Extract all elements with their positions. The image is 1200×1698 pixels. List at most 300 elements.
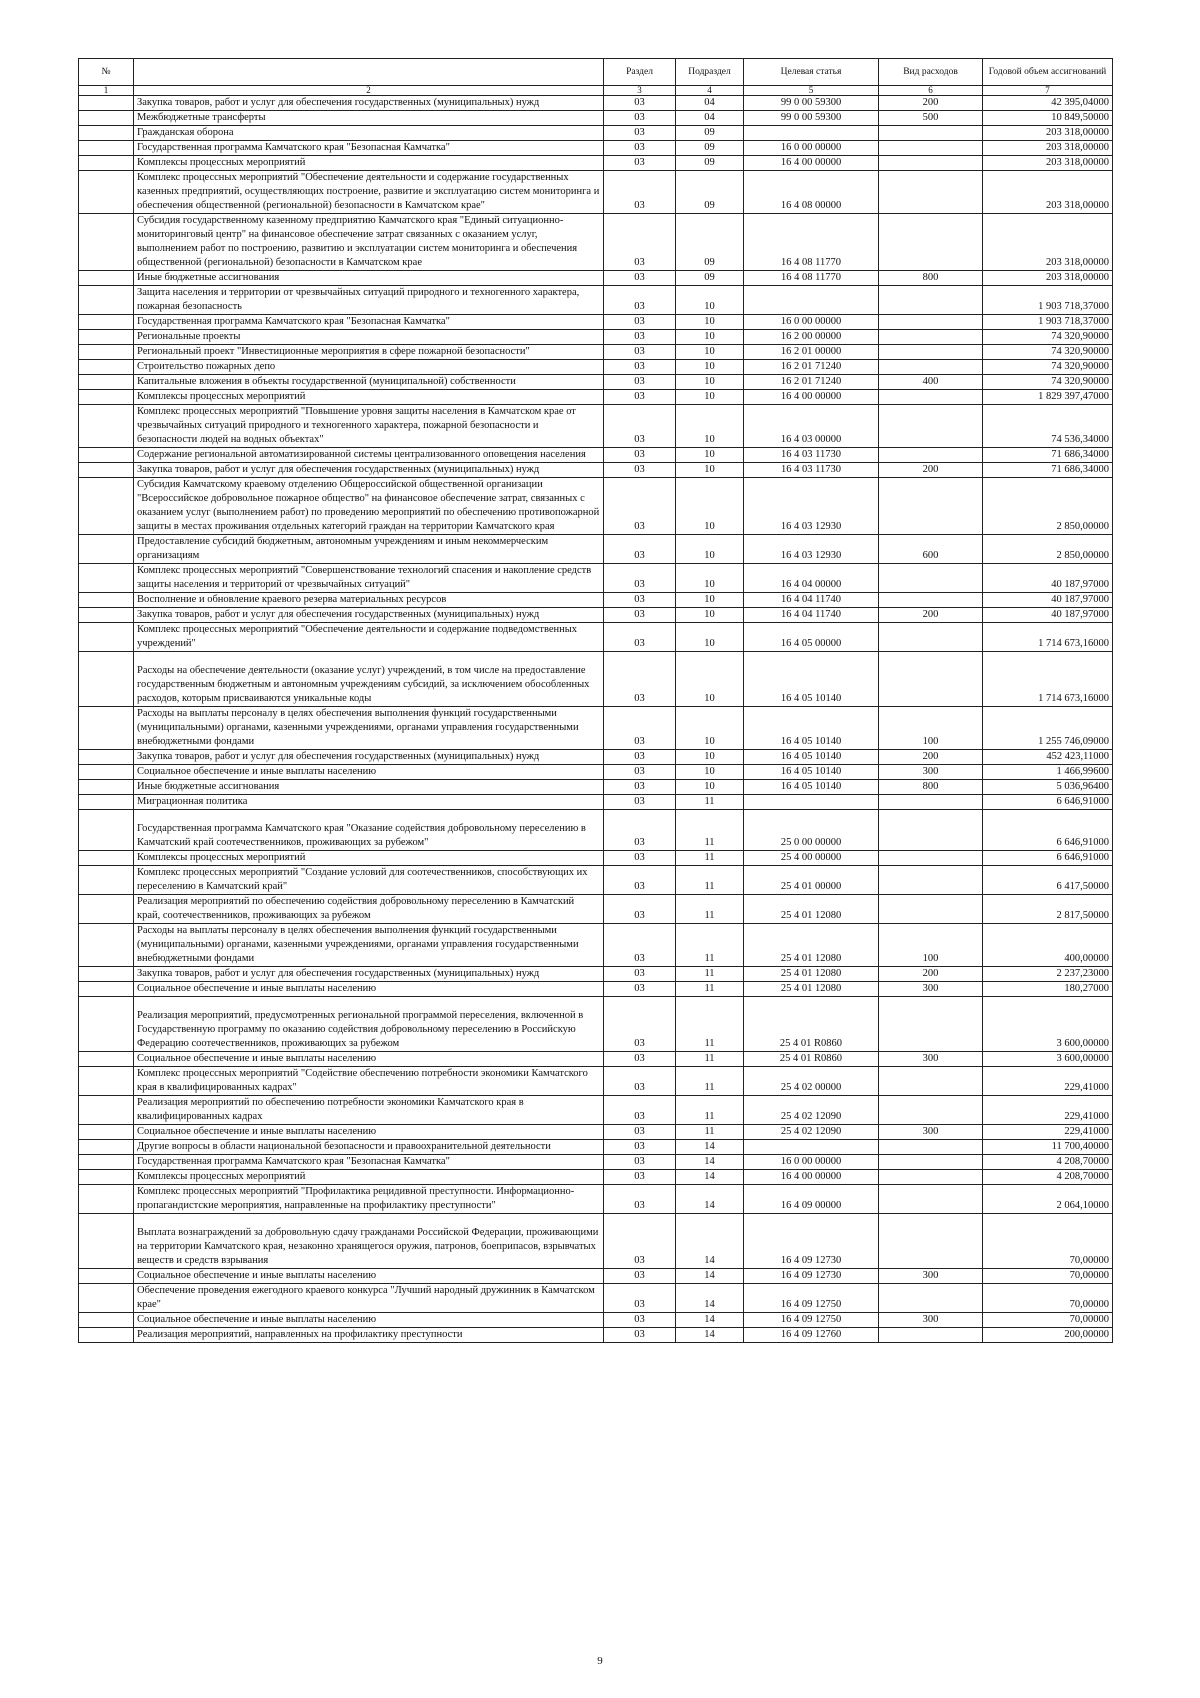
table-row xyxy=(79,1140,1113,1155)
row-target-cell: 16 4 05 10140 xyxy=(744,765,879,780)
row-amount-cell: 74 320,90000 xyxy=(983,345,1113,360)
row-amount-cell: 74 320,90000 xyxy=(983,330,1113,345)
row-amount-cell: 200,00000 xyxy=(983,1328,1113,1343)
row-subsection-cell: 10 xyxy=(676,360,744,375)
row-section-cell: 03 xyxy=(604,1125,676,1140)
row-number-cell xyxy=(79,478,134,535)
row-number-cell xyxy=(79,535,134,564)
row-target-cell: 16 4 04 11740 xyxy=(744,608,879,623)
row-expense-type-cell: 200 xyxy=(879,967,983,982)
header-name xyxy=(134,59,604,86)
row-expense-type-cell xyxy=(879,1155,983,1170)
row-subsection-cell: 09 xyxy=(676,214,744,271)
row-number-cell xyxy=(79,623,134,652)
table-row xyxy=(79,1284,1113,1313)
column-number: 5 xyxy=(744,86,879,96)
row-section-cell: 03 xyxy=(604,895,676,924)
row-amount-cell: 5 036,96400 xyxy=(983,780,1113,795)
row-section-cell: 03 xyxy=(604,707,676,750)
row-subsection-cell: 10 xyxy=(676,707,744,750)
table-row xyxy=(79,608,1113,623)
row-section-cell: 03 xyxy=(604,171,676,214)
row-name-cell: Комплекс процессных мероприятий "Профилактика рецидивной преступности. Информационно-пропагандистские мероприятия, направленные на профилактику преступности" xyxy=(134,1185,604,1214)
row-subsection-cell: 09 xyxy=(676,141,744,156)
row-target-cell: 16 2 01 00000 xyxy=(744,345,879,360)
row-number-cell xyxy=(79,1125,134,1140)
row-name-cell: Иные бюджетные ассигнования xyxy=(134,780,604,795)
header-target: Целевая статья xyxy=(744,59,879,86)
row-number-cell xyxy=(79,405,134,448)
row-number-cell xyxy=(79,1096,134,1125)
table-row xyxy=(79,1185,1113,1214)
row-target-cell: 16 4 04 11740 xyxy=(744,593,879,608)
row-subsection-cell: 11 xyxy=(676,1096,744,1125)
row-expense-type-cell xyxy=(879,997,983,1052)
row-expense-type-cell xyxy=(879,405,983,448)
row-subsection-cell: 11 xyxy=(676,967,744,982)
row-target-cell: 16 4 05 10140 xyxy=(744,707,879,750)
row-number-cell xyxy=(79,214,134,271)
row-section-cell: 03 xyxy=(604,623,676,652)
row-expense-type-cell xyxy=(879,1284,983,1313)
row-name-cell: Субсидия Камчатскому краевому отделению Общероссийской общественной организации "Всероссийское добровольное пожарное общество" на финансовое обеспечение затрат, связанных с оказанием услуг (выполнением работ) по проведению мероприятий по обеспечению противопожарной защиты в местах проживания отдельных категорий граждан на территории Камчатского края xyxy=(134,478,604,535)
row-subsection-cell: 10 xyxy=(676,623,744,652)
row-expense-type-cell: 800 xyxy=(879,271,983,286)
table-row xyxy=(79,405,1113,448)
row-section-cell: 03 xyxy=(604,345,676,360)
row-section-cell: 03 xyxy=(604,1170,676,1185)
table-row xyxy=(79,214,1113,271)
row-section-cell: 03 xyxy=(604,1155,676,1170)
row-expense-type-cell: 100 xyxy=(879,707,983,750)
row-number-cell xyxy=(79,1269,134,1284)
row-section-cell: 03 xyxy=(604,997,676,1052)
row-section-cell: 03 xyxy=(604,593,676,608)
header-row xyxy=(79,59,1113,86)
row-name-cell: Гражданская оборона xyxy=(134,126,604,141)
row-subsection-cell: 10 xyxy=(676,780,744,795)
row-target-cell: 25 4 00 00000 xyxy=(744,851,879,866)
row-target-cell: 16 4 09 12750 xyxy=(744,1313,879,1328)
row-section-cell: 03 xyxy=(604,564,676,593)
table-row xyxy=(79,156,1113,171)
row-target-cell: 25 4 02 00000 xyxy=(744,1067,879,1096)
row-number-cell xyxy=(79,315,134,330)
table-row xyxy=(79,345,1113,360)
row-expense-type-cell xyxy=(879,315,983,330)
row-expense-type-cell: 200 xyxy=(879,608,983,623)
table-row xyxy=(79,271,1113,286)
row-amount-cell: 6 646,91000 xyxy=(983,851,1113,866)
row-amount-cell: 2 850,00000 xyxy=(983,535,1113,564)
row-target-cell: 16 4 00 00000 xyxy=(744,156,879,171)
row-target-cell: 16 2 00 00000 xyxy=(744,330,879,345)
row-amount-cell: 1 714 673,16000 xyxy=(983,652,1113,707)
row-name-cell: Миграционная политика xyxy=(134,795,604,810)
row-number-cell xyxy=(79,126,134,141)
row-target-cell: 25 4 01 12080 xyxy=(744,895,879,924)
row-name-cell: Закупка товаров, работ и услуг для обеспечения государственных (муниципальных) нужд xyxy=(134,967,604,982)
row-target-cell: 16 4 09 12760 xyxy=(744,1328,879,1343)
row-target-cell: 16 4 03 00000 xyxy=(744,405,879,448)
row-expense-type-cell xyxy=(879,895,983,924)
column-number: 1 xyxy=(79,86,134,96)
row-target-cell xyxy=(744,1140,879,1155)
row-target-cell: 16 4 09 12730 xyxy=(744,1269,879,1284)
row-amount-cell: 1 903 718,37000 xyxy=(983,315,1113,330)
row-amount-cell: 400,00000 xyxy=(983,924,1113,967)
row-target-cell: 16 4 05 10140 xyxy=(744,780,879,795)
table-row xyxy=(79,1052,1113,1067)
row-name-cell: Государственная программа Камчатского края "Безопасная Камчатка" xyxy=(134,1155,604,1170)
row-expense-type-cell xyxy=(879,390,983,405)
row-section-cell: 03 xyxy=(604,375,676,390)
row-amount-cell: 1 903 718,37000 xyxy=(983,286,1113,315)
row-expense-type-cell xyxy=(879,1185,983,1214)
row-section-cell: 03 xyxy=(604,405,676,448)
row-name-cell: Комплексы процессных мероприятий xyxy=(134,1170,604,1185)
row-target-cell: 99 0 00 59300 xyxy=(744,96,879,111)
row-expense-type-cell xyxy=(879,171,983,214)
row-name-cell: Государственная программа Камчатского края "Оказание содействия добровольному переселению в Камчатский край соотечественников, проживающих за рубежом" xyxy=(134,810,604,851)
row-section-cell: 03 xyxy=(604,330,676,345)
row-target-cell: 16 4 04 00000 xyxy=(744,564,879,593)
row-amount-cell: 3 600,00000 xyxy=(983,1052,1113,1067)
row-amount-cell: 2 064,10000 xyxy=(983,1185,1113,1214)
row-expense-type-cell: 300 xyxy=(879,1313,983,1328)
row-expense-type-cell xyxy=(879,851,983,866)
row-name-cell: Межбюджетные трансферты xyxy=(134,111,604,126)
table-row xyxy=(79,593,1113,608)
row-name-cell: Субсидия государственному казенному предприятию Камчатского края "Единый ситуационно-мониторинговый центр" на финансовое обеспечение затрат связанных с оказанием услуг, выполнением работ по построению, развитию и эксплуатации систем мониторинга и обеспечения общественной (региональной) безопасности в Камчатском крае xyxy=(134,214,604,271)
row-section-cell: 03 xyxy=(604,1269,676,1284)
row-subsection-cell: 04 xyxy=(676,96,744,111)
row-subsection-cell: 14 xyxy=(676,1214,744,1269)
table-row xyxy=(79,765,1113,780)
row-expense-type-cell: 300 xyxy=(879,982,983,997)
row-target-cell: 25 4 01 12080 xyxy=(744,982,879,997)
table-row xyxy=(79,286,1113,315)
row-section-cell: 03 xyxy=(604,765,676,780)
table-row xyxy=(79,390,1113,405)
row-expense-type-cell: 100 xyxy=(879,924,983,967)
row-amount-cell: 1 829 397,47000 xyxy=(983,390,1113,405)
row-subsection-cell: 10 xyxy=(676,286,744,315)
row-name-cell: Комплекс процессных мероприятий "Обеспечение деятельности и содержание подведомственных учреждений" xyxy=(134,623,604,652)
row-amount-cell: 203 318,00000 xyxy=(983,156,1113,171)
row-number-cell xyxy=(79,360,134,375)
row-name-cell: Комплекс процессных мероприятий "Совершенствование технологий спасения и накопление средств защиты населения и территорий от чрезвычайных ситуаций" xyxy=(134,564,604,593)
row-expense-type-cell xyxy=(879,795,983,810)
row-number-cell xyxy=(79,795,134,810)
row-target-cell: 16 4 09 00000 xyxy=(744,1185,879,1214)
row-subsection-cell: 14 xyxy=(676,1170,744,1185)
row-number-cell xyxy=(79,141,134,156)
budget-rows xyxy=(79,96,1113,1343)
table-row xyxy=(79,1269,1113,1284)
row-amount-cell: 203 318,00000 xyxy=(983,171,1113,214)
row-subsection-cell: 14 xyxy=(676,1269,744,1284)
row-number-cell xyxy=(79,608,134,623)
row-amount-cell: 229,41000 xyxy=(983,1096,1113,1125)
row-amount-cell: 229,41000 xyxy=(983,1067,1113,1096)
table-row xyxy=(79,315,1113,330)
row-expense-type-cell xyxy=(879,360,983,375)
row-number-cell xyxy=(79,1214,134,1269)
table-row xyxy=(79,652,1113,707)
row-section-cell: 03 xyxy=(604,1096,676,1125)
row-amount-cell: 70,00000 xyxy=(983,1284,1113,1313)
row-expense-type-cell xyxy=(879,1170,983,1185)
table-row xyxy=(79,895,1113,924)
row-amount-cell: 203 318,00000 xyxy=(983,126,1113,141)
row-target-cell: 16 0 00 00000 xyxy=(744,315,879,330)
row-name-cell: Предоставление субсидий бюджетным, автономным учреждениям и иным некоммерческим организациям xyxy=(134,535,604,564)
row-number-cell xyxy=(79,463,134,478)
row-subsection-cell: 14 xyxy=(676,1140,744,1155)
row-amount-cell: 74 536,34000 xyxy=(983,405,1113,448)
row-name-cell: Социальное обеспечение и иные выплаты населению xyxy=(134,1313,604,1328)
table-row xyxy=(79,448,1113,463)
table-row xyxy=(79,1328,1113,1343)
row-subsection-cell: 10 xyxy=(676,608,744,623)
row-expense-type-cell xyxy=(879,1067,983,1096)
table-row xyxy=(79,750,1113,765)
row-name-cell: Социальное обеспечение и иные выплаты населению xyxy=(134,982,604,997)
row-target-cell: 25 4 01 R0860 xyxy=(744,1052,879,1067)
row-subsection-cell: 11 xyxy=(676,851,744,866)
table-row xyxy=(79,126,1113,141)
row-subsection-cell: 11 xyxy=(676,866,744,895)
row-expense-type-cell xyxy=(879,156,983,171)
table-row xyxy=(79,967,1113,982)
row-target-cell: 16 4 05 00000 xyxy=(744,623,879,652)
table-row xyxy=(79,851,1113,866)
row-section-cell: 03 xyxy=(604,448,676,463)
row-name-cell: Комплекс процессных мероприятий "Содействие обеспечению потребности экономики Камчатского края в квалифицированных кадрах" xyxy=(134,1067,604,1096)
row-amount-cell: 2 817,50000 xyxy=(983,895,1113,924)
row-section-cell: 03 xyxy=(604,315,676,330)
row-subsection-cell: 11 xyxy=(676,795,744,810)
row-target-cell: 16 4 03 12930 xyxy=(744,478,879,535)
row-expense-type-cell: 500 xyxy=(879,111,983,126)
row-number-cell xyxy=(79,967,134,982)
header-no: № xyxy=(79,59,134,86)
row-name-cell: Строительство пожарных депо xyxy=(134,360,604,375)
row-expense-type-cell xyxy=(879,1328,983,1343)
row-expense-type-cell xyxy=(879,623,983,652)
row-subsection-cell: 10 xyxy=(676,750,744,765)
row-subsection-cell: 10 xyxy=(676,390,744,405)
row-number-cell xyxy=(79,1284,134,1313)
table-row xyxy=(79,707,1113,750)
table-row xyxy=(79,171,1113,214)
row-number-cell xyxy=(79,330,134,345)
row-number-cell xyxy=(79,375,134,390)
table-row xyxy=(79,111,1113,126)
row-subsection-cell: 10 xyxy=(676,535,744,564)
column-number-row xyxy=(79,86,1113,96)
row-expense-type-cell xyxy=(879,345,983,360)
row-target-cell: 16 4 08 11770 xyxy=(744,271,879,286)
row-section-cell: 03 xyxy=(604,780,676,795)
row-target-cell: 16 2 01 71240 xyxy=(744,360,879,375)
row-amount-cell: 40 187,97000 xyxy=(983,593,1113,608)
row-target-cell: 16 4 09 12730 xyxy=(744,1214,879,1269)
row-target-cell: 16 4 08 00000 xyxy=(744,171,879,214)
row-target-cell: 25 4 02 12090 xyxy=(744,1096,879,1125)
row-number-cell xyxy=(79,997,134,1052)
table-row xyxy=(79,1214,1113,1269)
row-name-cell: Закупка товаров, работ и услуг для обеспечения государственных (муниципальных) нужд xyxy=(134,750,604,765)
row-name-cell: Реализация мероприятий по обеспечению содействия добровольному переселению в Камчатский край, соотечественников, проживающих за рубежом xyxy=(134,895,604,924)
row-name-cell: Капитальные вложения в объекты государственной (муниципальной) собственности xyxy=(134,375,604,390)
row-section-cell: 03 xyxy=(604,1052,676,1067)
row-amount-cell: 1 714 673,16000 xyxy=(983,623,1113,652)
table-row xyxy=(79,375,1113,390)
row-expense-type-cell xyxy=(879,1140,983,1155)
row-expense-type-cell xyxy=(879,330,983,345)
row-subsection-cell: 11 xyxy=(676,982,744,997)
column-number: 2 xyxy=(134,86,604,96)
row-amount-cell: 11 700,40000 xyxy=(983,1140,1113,1155)
row-number-cell xyxy=(79,271,134,286)
row-expense-type-cell: 300 xyxy=(879,765,983,780)
row-amount-cell: 40 187,97000 xyxy=(983,564,1113,593)
row-number-cell xyxy=(79,851,134,866)
row-target-cell: 16 4 03 11730 xyxy=(744,463,879,478)
row-expense-type-cell xyxy=(879,448,983,463)
row-amount-cell: 74 320,90000 xyxy=(983,360,1113,375)
row-subsection-cell: 11 xyxy=(676,1067,744,1096)
row-section-cell: 03 xyxy=(604,286,676,315)
row-name-cell: Закупка товаров, работ и услуг для обеспечения государственных (муниципальных) нужд xyxy=(134,96,604,111)
row-name-cell: Закупка товаров, работ и услуг для обеспечения государственных (муниципальных) нужд xyxy=(134,608,604,623)
row-subsection-cell: 09 xyxy=(676,126,744,141)
row-name-cell: Региональный проект "Инвестиционные мероприятия в сфере пожарной безопасности" xyxy=(134,345,604,360)
row-number-cell xyxy=(79,1052,134,1067)
table-row xyxy=(79,623,1113,652)
row-number-cell xyxy=(79,593,134,608)
row-subsection-cell: 10 xyxy=(676,564,744,593)
row-amount-cell: 70,00000 xyxy=(983,1313,1113,1328)
row-name-cell: Реализация мероприятий по обеспечению потребности экономики Камчатского края в квалифицированных кадрах xyxy=(134,1096,604,1125)
row-amount-cell: 180,27000 xyxy=(983,982,1113,997)
row-section-cell: 03 xyxy=(604,608,676,623)
row-expense-type-cell: 400 xyxy=(879,375,983,390)
row-section-cell: 03 xyxy=(604,967,676,982)
row-number-cell xyxy=(79,895,134,924)
table-row xyxy=(79,141,1113,156)
row-section-cell: 03 xyxy=(604,1185,676,1214)
row-number-cell xyxy=(79,924,134,967)
column-number: 7 xyxy=(983,86,1113,96)
table-row xyxy=(79,463,1113,478)
row-expense-type-cell xyxy=(879,1214,983,1269)
header-subsection: Подраздел xyxy=(676,59,744,86)
row-name-cell: Комплексы процессных мероприятий xyxy=(134,851,604,866)
row-section-cell: 03 xyxy=(604,1067,676,1096)
row-number-cell xyxy=(79,1155,134,1170)
row-section-cell: 03 xyxy=(604,271,676,286)
row-name-cell: Социальное обеспечение и иные выплаты населению xyxy=(134,1125,604,1140)
row-amount-cell: 203 318,00000 xyxy=(983,214,1113,271)
row-section-cell: 03 xyxy=(604,750,676,765)
row-amount-cell: 40 187,97000 xyxy=(983,608,1113,623)
table-row xyxy=(79,780,1113,795)
row-subsection-cell: 09 xyxy=(676,271,744,286)
row-subsection-cell: 10 xyxy=(676,765,744,780)
row-subsection-cell: 10 xyxy=(676,405,744,448)
row-amount-cell: 6 646,91000 xyxy=(983,795,1113,810)
row-number-cell xyxy=(79,111,134,126)
row-name-cell: Социальное обеспечение и иные выплаты населению xyxy=(134,1052,604,1067)
page-number: 9 xyxy=(597,1655,603,1667)
row-number-cell xyxy=(79,765,134,780)
row-section-cell: 03 xyxy=(604,390,676,405)
row-number-cell xyxy=(79,286,134,315)
row-amount-cell: 70,00000 xyxy=(983,1214,1113,1269)
row-target-cell: 25 4 01 12080 xyxy=(744,967,879,982)
row-name-cell: Комплекс процессных мероприятий "Обеспечение деятельности и содержание государственных казенных предприятий, осуществляющих построение, развитие и эксплуатацию систем мониторинга и обеспечения общественной (региональной) безопасности в Камчатском крае" xyxy=(134,171,604,214)
row-subsection-cell: 10 xyxy=(676,330,744,345)
row-subsection-cell: 10 xyxy=(676,652,744,707)
row-section-cell: 03 xyxy=(604,141,676,156)
row-subsection-cell: 09 xyxy=(676,156,744,171)
row-target-cell: 16 4 03 12930 xyxy=(744,535,879,564)
row-expense-type-cell xyxy=(879,286,983,315)
row-subsection-cell: 14 xyxy=(676,1185,744,1214)
row-target-cell: 25 0 00 00000 xyxy=(744,810,879,851)
row-subsection-cell: 11 xyxy=(676,924,744,967)
row-target-cell xyxy=(744,126,879,141)
row-expense-type-cell xyxy=(879,866,983,895)
row-target-cell xyxy=(744,795,879,810)
row-amount-cell: 452 423,11000 xyxy=(983,750,1113,765)
row-amount-cell: 70,00000 xyxy=(983,1269,1113,1284)
row-target-cell: 16 4 09 12750 xyxy=(744,1284,879,1313)
row-number-cell xyxy=(79,1313,134,1328)
row-section-cell: 03 xyxy=(604,652,676,707)
row-subsection-cell: 11 xyxy=(676,810,744,851)
row-name-cell: Другие вопросы в области национальной безопасности и правоохранительной деятельности xyxy=(134,1140,604,1155)
table-row xyxy=(79,1067,1113,1096)
row-name-cell: Комплекс процессных мероприятий "Повышение уровня защиты населения в Камчатском крае от чрезвычайных ситуаций природного и техногенного характера, пожарной безопасности и безопасности людей на водных объектах" xyxy=(134,405,604,448)
row-amount-cell: 1 466,99600 xyxy=(983,765,1113,780)
row-target-cell: 16 4 00 00000 xyxy=(744,390,879,405)
table-row xyxy=(79,997,1113,1052)
table-row xyxy=(79,478,1113,535)
row-target-cell: 16 4 05 10140 xyxy=(744,750,879,765)
table-row xyxy=(79,924,1113,967)
row-section-cell: 03 xyxy=(604,463,676,478)
row-name-cell: Реализация мероприятий, направленных на профилактику преступности xyxy=(134,1328,604,1343)
row-section-cell: 03 xyxy=(604,360,676,375)
row-amount-cell: 4 208,70000 xyxy=(983,1155,1113,1170)
row-name-cell: Социальное обеспечение и иные выплаты населению xyxy=(134,765,604,780)
budget-table xyxy=(78,58,1113,1343)
row-expense-type-cell xyxy=(879,214,983,271)
row-amount-cell: 71 686,34000 xyxy=(983,463,1113,478)
row-name-cell: Комплексы процессных мероприятий xyxy=(134,156,604,171)
row-name-cell: Государственная программа Камчатского края "Безопасная Камчатка" xyxy=(134,141,604,156)
row-subsection-cell: 10 xyxy=(676,375,744,390)
table-row xyxy=(79,1313,1113,1328)
row-section-cell: 03 xyxy=(604,810,676,851)
row-number-cell xyxy=(79,1328,134,1343)
row-section-cell: 03 xyxy=(604,1313,676,1328)
row-section-cell: 03 xyxy=(604,866,676,895)
